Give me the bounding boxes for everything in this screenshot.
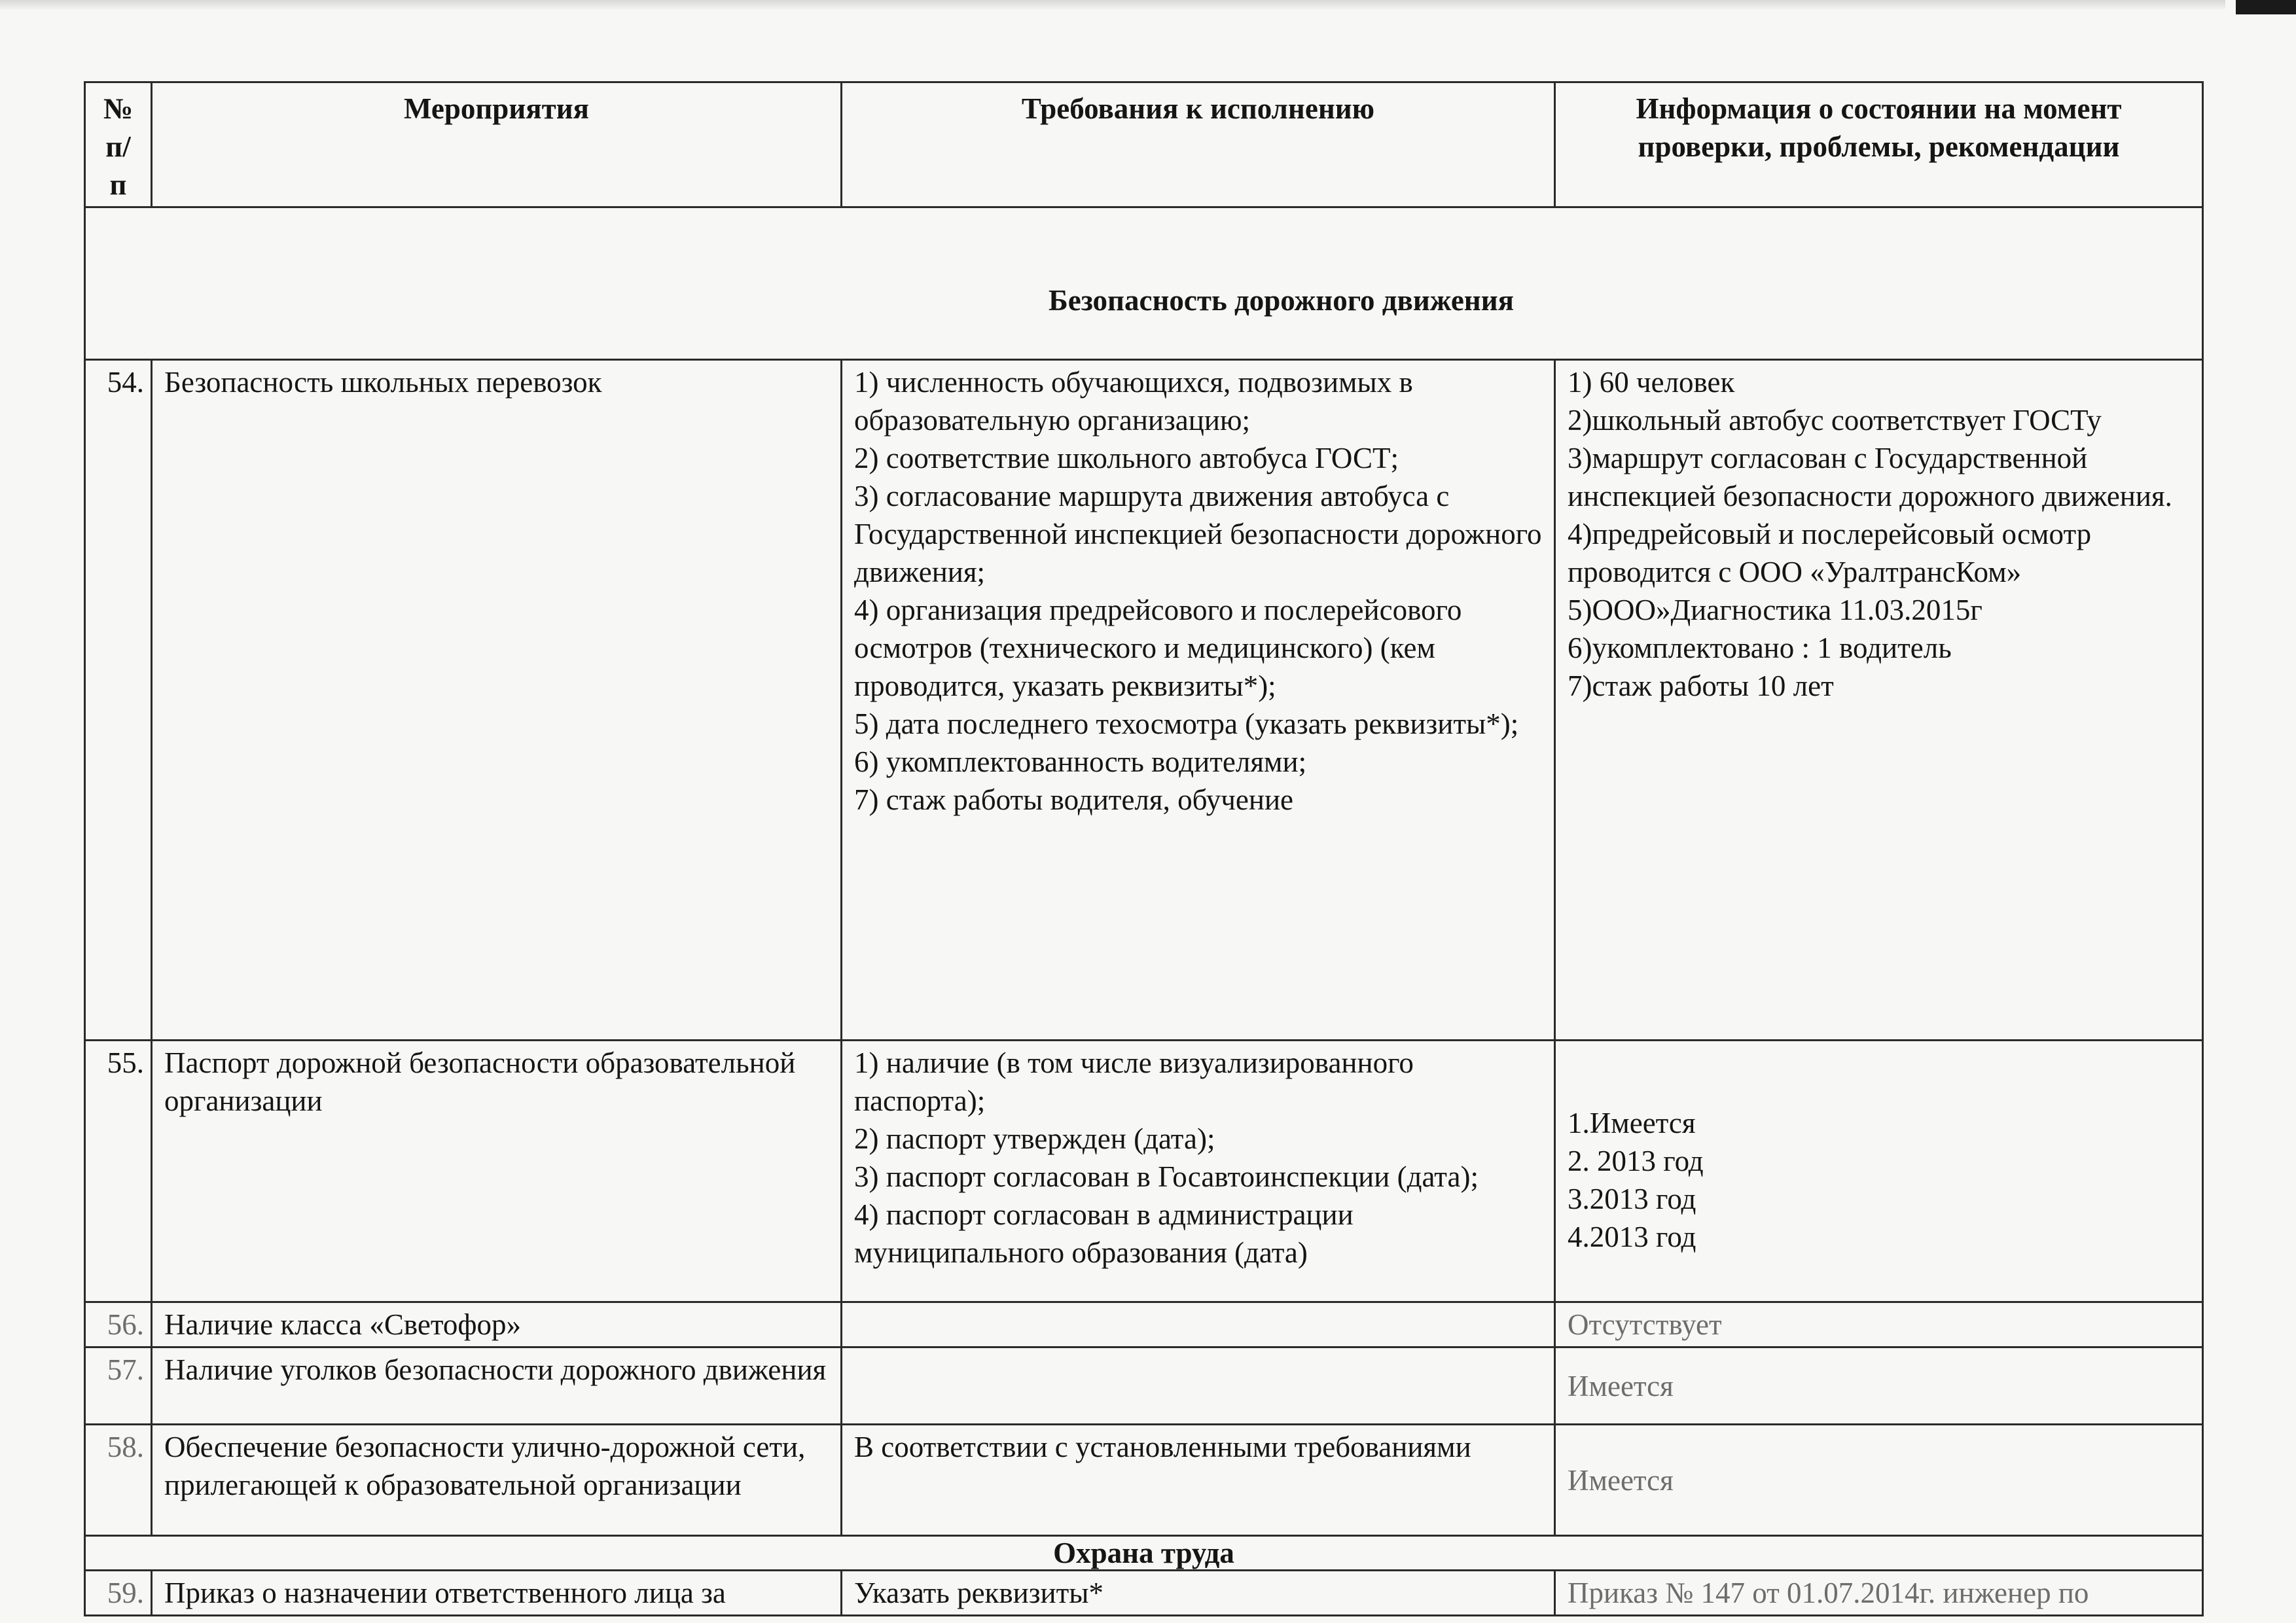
row-info bbox=[1555, 1041, 2203, 1302]
inspection-table bbox=[84, 81, 2204, 1616]
row-number: 57. bbox=[85, 1347, 152, 1425]
row-info: Имеется bbox=[1555, 1347, 2203, 1425]
requirement-item: 2) соответствие школьного автобуса ГОСТ; bbox=[854, 442, 1399, 474]
header-number: № п/п bbox=[85, 82, 152, 207]
row-info: Имеется bbox=[1555, 1425, 2203, 1536]
header-requirements: Требования к исполнению bbox=[842, 82, 1555, 207]
scan-artifact bbox=[2236, 0, 2296, 14]
info-item: 2. 2013 год bbox=[1568, 1145, 1704, 1177]
row-requirements: Указать реквизиты* bbox=[842, 1571, 1555, 1616]
row-measure: Обеспечение безопасности улично-дорожной сети, прилегающей к образовательной организации bbox=[152, 1425, 842, 1536]
row-requirements bbox=[842, 1347, 1555, 1425]
row-number: 54. bbox=[85, 360, 152, 1041]
section-title: Безопасность дорожного движения bbox=[1049, 284, 1514, 317]
section-row bbox=[85, 207, 2203, 360]
requirement-item: 3) паспорт согласован в Госавтоинспекции (дата); bbox=[854, 1160, 1479, 1193]
info-item: 1.Имеется bbox=[1568, 1107, 1696, 1139]
header-measures: Мероприятия bbox=[152, 82, 842, 207]
row-measure: Наличие уголков безопасности дорожного движения bbox=[152, 1347, 842, 1425]
requirement-item: 1) наличие (в том числе визуализированного паспорта); bbox=[854, 1046, 1414, 1117]
info-item: 1) 60 человек bbox=[1568, 366, 1735, 399]
row-number: 55. bbox=[85, 1041, 152, 1302]
info-item: 6)укомплектовано : 1 водитель bbox=[1568, 632, 1952, 664]
row-info bbox=[1555, 360, 2203, 1041]
info-item: 7)стаж работы 10 лет bbox=[1568, 669, 1834, 702]
row-info: Приказ № 147 от 01.07.2014г. инженер по bbox=[1555, 1571, 2203, 1616]
info-item: 2)школьный автобус соответствует ГОСТу bbox=[1568, 404, 2102, 437]
section-labor-protection: Охрана труда bbox=[85, 1536, 2203, 1571]
row-measure: Паспорт дорожной безопасности образовательной организации bbox=[152, 1041, 842, 1302]
row-measure: Безопасность школьных перевозок bbox=[152, 360, 842, 1041]
table-row bbox=[85, 1302, 2203, 1347]
requirement-item: 6) укомплектованность водителями; bbox=[854, 745, 1307, 778]
info-item: 3)маршрут согласован с Государственной инспекцией безопасности дорожного движения. bbox=[1568, 442, 2172, 512]
row-requirements: В соответствии с установленными требованиями bbox=[842, 1425, 1555, 1536]
info-item: 4)предрейсовый и послерейсовый осмотр проводится с ООО «УралтрансКом» bbox=[1568, 518, 2092, 588]
requirement-item: 5) дата последнего техосмотра (указать реквизиты*); bbox=[854, 707, 1519, 740]
table-row bbox=[85, 1571, 2203, 1616]
row-number: 56. bbox=[85, 1302, 152, 1347]
section-road-safety bbox=[85, 207, 2203, 360]
info-item: 4.2013 год bbox=[1568, 1221, 1696, 1253]
requirement-item: 3) согласование маршрута движения автобуса с Государственной инспекцией безопасности дорожного движения; bbox=[854, 480, 1542, 588]
table-row bbox=[85, 1425, 2203, 1536]
row-number: 58. bbox=[85, 1425, 152, 1536]
inspection-table-container bbox=[84, 81, 2204, 1616]
row-measure: Приказ о назначении ответственного лица за bbox=[152, 1571, 842, 1616]
requirement-item: 4) организация предрейсового и послерейсового осмотров (технического и медицинского) (кем проводится, указать реквизиты*); bbox=[854, 594, 1462, 702]
row-requirements bbox=[842, 1302, 1555, 1347]
scan-edge bbox=[0, 0, 2225, 9]
requirement-item: 1) численность обучающихся, подвозимых в образовательную организацию; bbox=[854, 366, 1413, 437]
table-row bbox=[85, 1347, 2203, 1425]
row-info: Отсутствует bbox=[1555, 1302, 2203, 1347]
row-requirements bbox=[842, 360, 1555, 1041]
row-requirements bbox=[842, 1041, 1555, 1302]
row-measure: Наличие класса «Светофор» bbox=[152, 1302, 842, 1347]
section-row bbox=[85, 1536, 2203, 1571]
header-info: Информация о состоянии на момент проверки, проблемы, рекомендации bbox=[1555, 82, 2203, 207]
requirement-item: 2) паспорт утвержден (дата); bbox=[854, 1122, 1215, 1155]
requirement-item: 7) стаж работы водителя, обучение bbox=[854, 783, 1294, 816]
table-header-row bbox=[85, 82, 2203, 207]
info-item: 5)ООО»Диагностика 11.03.2015г bbox=[1568, 594, 1982, 626]
table-row bbox=[85, 360, 2203, 1041]
row-number: 59. bbox=[85, 1571, 152, 1616]
requirement-item: 4) паспорт согласован в администрации муниципального образования (дата) bbox=[854, 1198, 1354, 1269]
table-row bbox=[85, 1041, 2203, 1302]
info-item: 3.2013 год bbox=[1568, 1183, 1696, 1215]
